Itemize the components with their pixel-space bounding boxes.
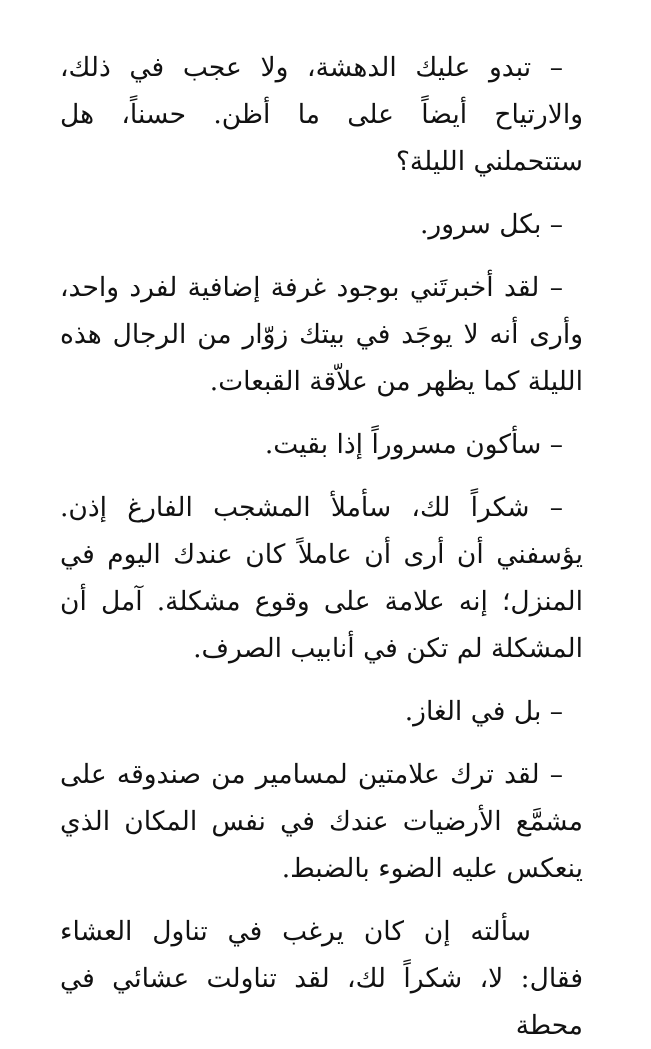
book-page [60, 44, 583, 1041]
dialogue-paragraph: – تبدو عليك الدهشة، ولا عجب في ذلك، والارتياح أيضاً على ما أظن. حسناً، هل ستتحملني الليلة؟ [60, 52, 583, 177]
narration-paragraph: سألته إن كان يرغب في تناول العشاء فقال: لا، شكراً لك، لقد تناولت عشائي في محطة [60, 916, 583, 1041]
dialogue-paragraph: – بل في الغاز. [404, 696, 563, 727]
dialogue-paragraph: – شكراً لك، سأملأ المشجب الفارغ إذن. يؤسفني أن أرى أن عاملاً كان عندك اليوم في المنزل؛ إنه علامة على وقوع مشكلة. آمل أن المشكلة لم تكن في أنابيب الصرف. [60, 492, 583, 664]
dialogue-paragraph: – لقد أخبرتَني بوجود غرفة إضافية لفرد واحد، وأرى أنه لا يوجَد في بيتك زوّار من الرجال هذه الليلة كما يظهر من علاّقة القبعات. [60, 272, 583, 397]
dialogue-paragraph: – لقد ترك علامتين لمسامير من صندوقه على مشمَّع الأرضيات عندك في نفس المكان الذي ينعكس عليه الضوء بالضبط. [60, 759, 583, 884]
dialogue-paragraph: – بكل سرور. [419, 209, 563, 240]
dialogue-paragraph: – سأكون مسروراً إذا بقيت. [264, 429, 563, 460]
